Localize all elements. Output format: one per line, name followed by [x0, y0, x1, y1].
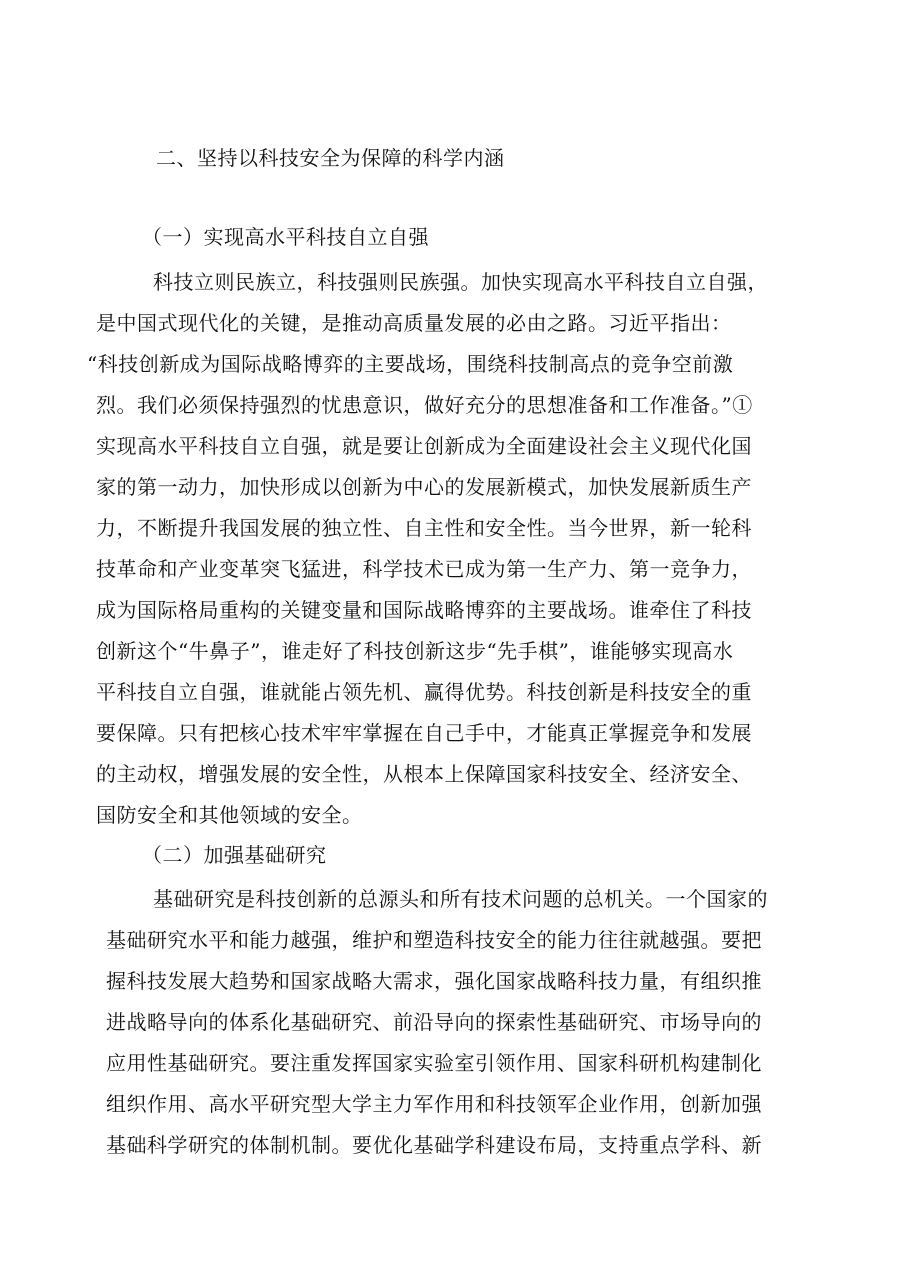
paragraph-line: 进战略导向的体系化基础研究、前沿导向的探索性基础研究、市场导向的: [106, 1010, 762, 1034]
paragraph-line: 握科技发展大趋势和国家战略大需求，强化国家战略科技力量，有组织推: [106, 969, 762, 993]
subsection-heading-1: （一）实现高水平科技自立自强: [142, 225, 429, 249]
paragraph-line: 应用性基础研究。要注重发挥国家实验室引领作用、国家科研机构建制化: [106, 1051, 762, 1075]
paragraph-line: 要保障。只有把核心技术牢牢掌握在自己手中，才能真正掌握竞争和发展: [96, 721, 752, 745]
paragraph-line: 成为国际格局重构的关键变量和国际战略博弈的主要战场。谁牵住了科技: [96, 598, 752, 622]
paragraph-line: 创新这个“牛鼻子”，谁走好了科技创新这步“先手棋”，谁能够实现高水: [96, 639, 734, 663]
paragraph-line: 国防安全和其他领域的安全。: [96, 803, 363, 827]
paragraph-line: 组织作用、高水平研究型大学主力军作用和科技领军企业作用，创新加强: [106, 1092, 762, 1116]
paragraph-line: 烈。我们必须保持强烈的忧患意识，做好充分的思想准备和工作准备。”①: [96, 393, 753, 417]
subsection-heading-2: （二）加强基础研究: [142, 843, 327, 867]
paragraph-line: 科技立则民族立，科技强则民族强。加快实现高水平科技自立自强，: [153, 270, 768, 294]
paragraph-line: 家的第一动力，加快形成以创新为中心的发展新模式，加快发展新质生产: [96, 475, 752, 499]
paragraph-line: 基础研究水平和能力越强，维护和塑造科技安全的能力往往就越强。要把: [106, 928, 762, 952]
paragraph-line: 技革命和产业变革突飞猛进，科学技术已成为第一生产力、第一竞争力，: [96, 557, 752, 581]
paragraph-line: “科技创新成为国际战略博弈的主要战场，围绕科技制高点的竞争空前激: [87, 352, 734, 376]
paragraph-line: 基础研究是科技创新的总源头和所有技术问题的总机关。一个国家的: [153, 887, 768, 911]
paragraph-line: 力，不断提升我国发展的独立性、自主性和安全性。当今世界，新一轮科: [96, 516, 752, 540]
paragraph-line: 是中国式现代化的关键，是推动高质量发展的必由之路。习近平指出：: [96, 311, 732, 335]
paragraph-line: 平科技自立自强，谁就能占领先机、赢得优势。科技创新是科技安全的重: [96, 680, 752, 704]
paragraph-line: 实现高水平科技自立自强，就是要让创新成为全面建设社会主义现代化国: [96, 434, 752, 458]
paragraph-line: 基础科学研究的体制机制。要优化基础学科建设布局，支持重点学科、新: [106, 1133, 762, 1157]
paragraph-line: 的主动权，增强发展的安全性，从根本上保障国家科技安全、经济安全、: [96, 762, 752, 786]
section-heading: 二、坚持以科技安全为保障的科学内涵: [156, 146, 505, 170]
